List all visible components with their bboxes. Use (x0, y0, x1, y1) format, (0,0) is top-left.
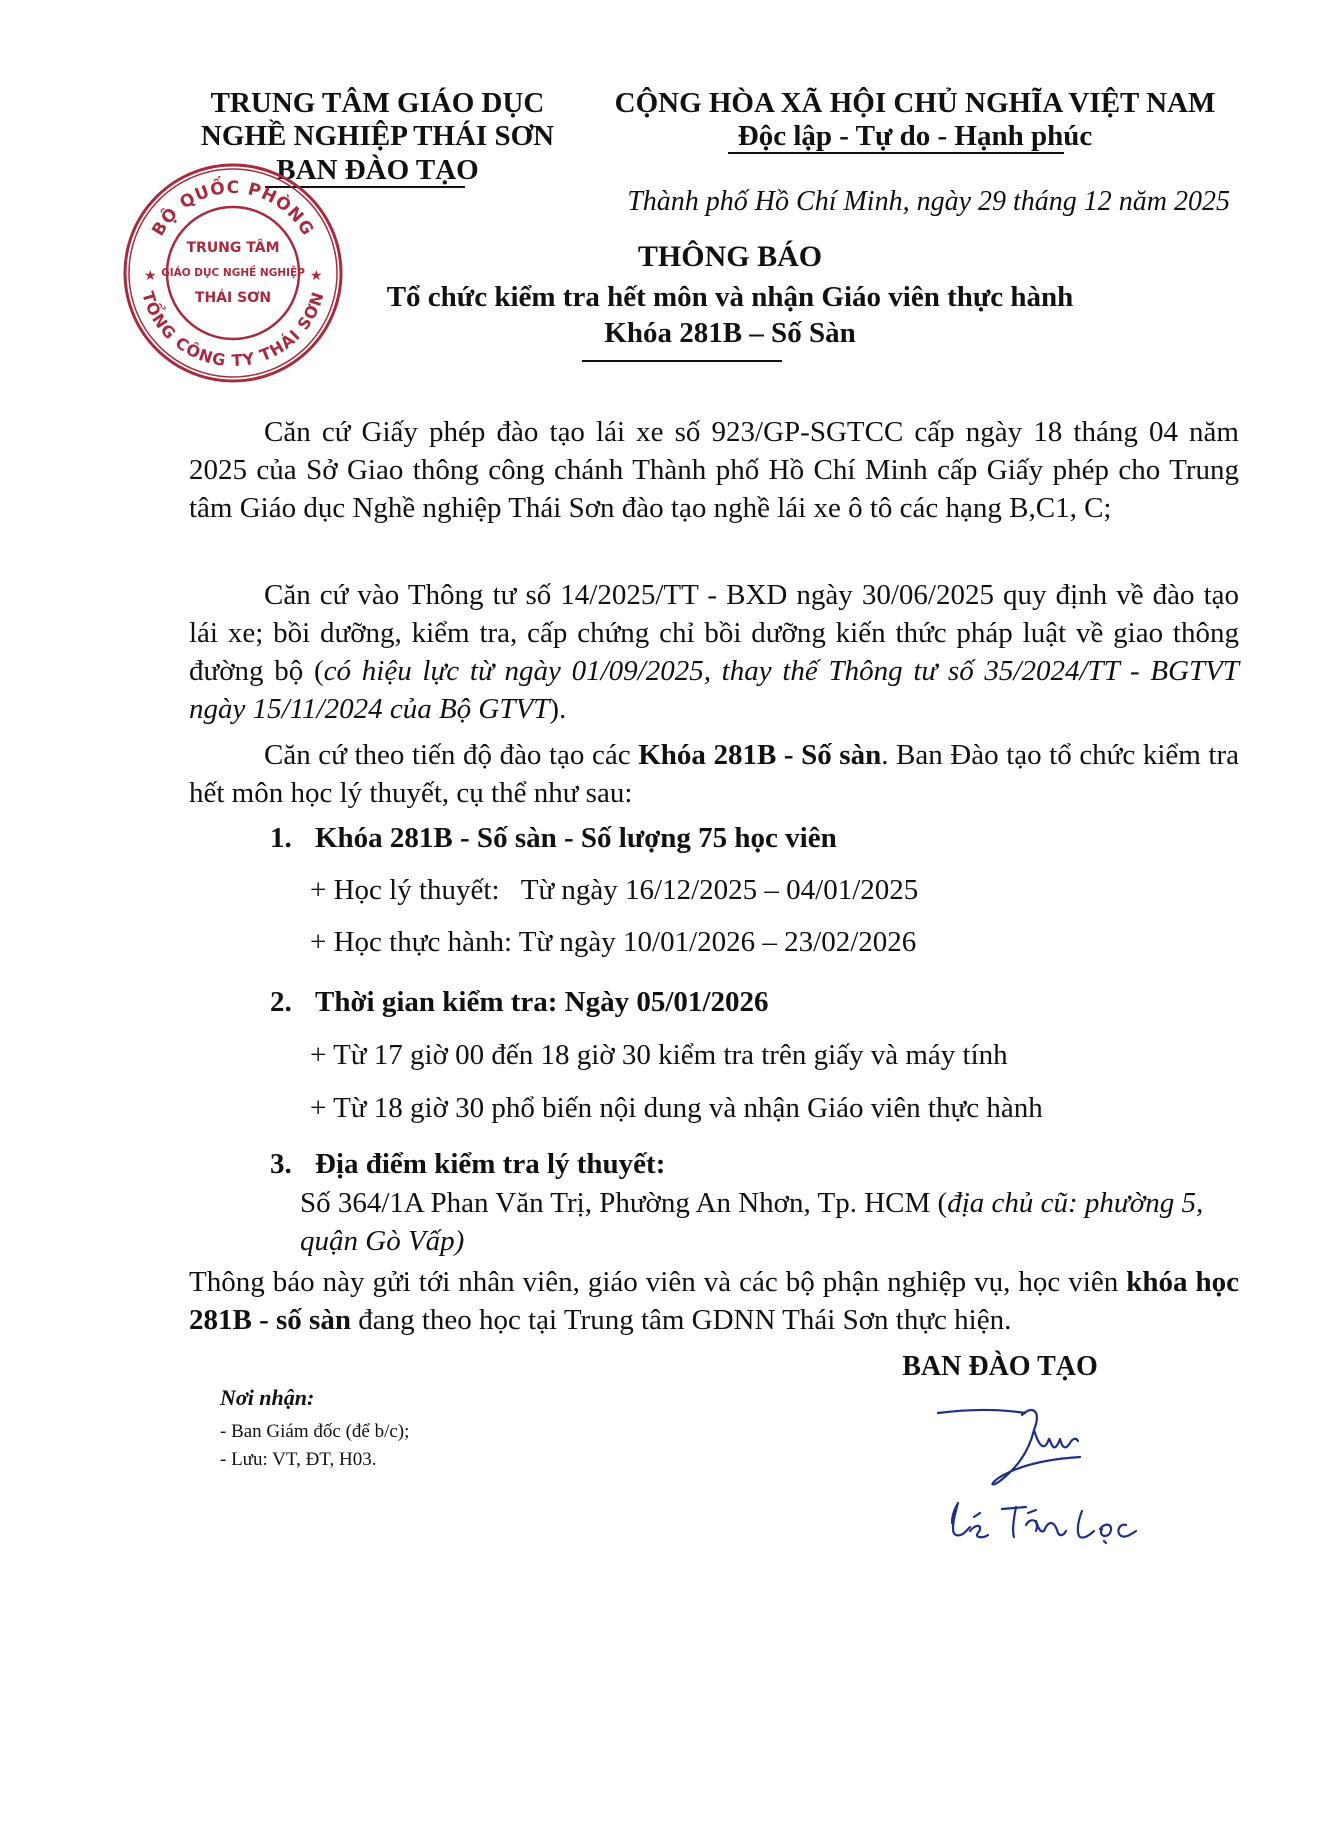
recipients-label: Nơi nhận: (220, 1385, 315, 1410)
exam-address-old: địa chủ cũ: phường 5, quận Gò Vấp) (300, 1187, 1204, 1257)
item-3-heading: Địa điểm kiểm tra lý thuyết: (315, 1148, 666, 1180)
closing-text-a: Thông báo này gửi tới nhân viên, giáo viên và các bộ phận nghiệp vụ, học viên (189, 1266, 1127, 1298)
org-name-line1: TRUNG TÂM GIÁO DỤC (210, 87, 545, 119)
recipient-item: - Lưu: VT, ĐT, H03. (220, 1449, 377, 1470)
exam-time-slot: + Từ 17 giờ 00 đến 18 giờ 30 kiểm tra trên giấy và máy tính (310, 1039, 1008, 1071)
seal-star-icon: ★ (144, 269, 157, 284)
seal-center-line3: THÁI SƠN (194, 290, 272, 306)
exam-location-address (300, 1184, 1245, 1260)
closing-paragraph (189, 1263, 1239, 1339)
item-1-heading: Khóa 281B - Số sàn - Số lượng 75 học viên (315, 822, 837, 854)
motto-underline (728, 152, 1064, 154)
date-line: Thành phố Hồ Chí Minh, ngày 29 tháng 12 năm 2025 (627, 186, 1230, 217)
seal-center-line2: GIÁO DỤC NGHỀ NGHIỆP (161, 267, 305, 279)
legal-basis-3-text-b: . Ban Đào tạo tổ chức kiểm tra hết môn học lý thuyết, cụ thể như sau: (189, 739, 1239, 809)
seal-star-icon: ★ (310, 269, 323, 284)
legal-basis-paragraph-2 (189, 576, 1239, 728)
closing-text-b: đang theo học tại Trung tâm GDNN Thái Sơn thực hiện. (350, 1304, 1012, 1336)
closing-course: khóa học 281B - số sàn (189, 1266, 1239, 1336)
item-1-number: 1. (270, 822, 292, 854)
legal-basis-paragraph-3 (189, 736, 1239, 812)
title-underline (582, 360, 782, 362)
document-subtitle: Tổ chức kiểm tra hết môn và nhận Giáo viên thực hành (386, 281, 1074, 313)
legal-basis-3-course: Khóa 281B - Số sàn (638, 739, 882, 771)
exam-address-text: Số 364/1A Phan Văn Trị, Phường An Nhơn, Tp. HCM ( (300, 1187, 948, 1219)
recipient-item: - Ban Giám đốc (để b/c); (220, 1421, 410, 1442)
legal-basis-1-text: Căn cứ Giấy phép đào tạo lái xe số 923/GP-SGTCC cấp ngày 18 tháng 04 năm 2025 của Sở Giao thông công chánh Thành phố Hồ Chí Minh cấp Giấy phép cho Trung tâm Giáo dục Nghề nghiệp Thái Sơn đào tạo nghề lái xe ô tô các hạng B,C1, C; (189, 416, 1239, 524)
seal-center-line1: TRUNG TÂM (186, 240, 280, 256)
document-title: THÔNG BÁO (637, 240, 823, 273)
signatory-title: BAN ĐÀO TẠO (902, 1351, 1098, 1382)
legal-basis-3-text-a: Căn cứ theo tiến độ đào tạo các (264, 739, 639, 771)
course-title: Khóa 281B – Số Sàn (604, 317, 856, 349)
briefing-time-slot: + Từ 18 giờ 30 phổ biến nội dung và nhận Giáo viên thực hành (310, 1092, 1043, 1124)
practice-study-period: + Học thực hành: Từ ngày 10/01/2026 – 23/02/2026 (310, 926, 917, 958)
seal-ring-bottom-text: TỔNG CÔNG TY THÁI SƠN (138, 289, 328, 371)
national-title: CỘNG HÒA XÃ HỘI CHỦ NGHĨA VIỆT NAM (614, 87, 1216, 119)
legal-basis-2-italic: có hiệu lực từ ngày 01/09/2025, thay thế Thông tư số 35/2024/TT - BGTVT ngày 15/11/2024 của Bộ GTVT (189, 655, 1240, 725)
org-name-line2: NGHỀ NGHIỆP THÁI SƠN (200, 120, 555, 152)
handwritten-signature (930, 1385, 1145, 1555)
seal-ring-top-text: BỘ QUỐC PHÒNG (148, 177, 318, 240)
item-2-number: 2. (270, 986, 292, 1018)
legal-basis-2-text: Căn cứ vào Thông tư số 14/2025/TT - BXD ngày 30/06/2025 quy định về đào tạo lái xe; bồi dưỡng, kiểm tra, cấp chứng chỉ bồi dưỡng kiến thức pháp luật về giao thông đường bộ ( (189, 579, 1239, 687)
legal-basis-paragraph-1 (189, 413, 1239, 527)
national-motto: Độc lập - Tự do - Hạnh phúc (737, 120, 1093, 152)
legal-basis-2-end: ). (549, 693, 567, 725)
theory-study-period: + Học lý thuyết: Từ ngày 16/12/2025 – 04/01/2025 (310, 874, 919, 906)
item-3-number: 3. (270, 1148, 292, 1180)
department-name: BAN ĐÀO TẠO (276, 154, 479, 186)
item-2-heading: Thời gian kiểm tra: Ngày 05/01/2026 (315, 986, 769, 1018)
